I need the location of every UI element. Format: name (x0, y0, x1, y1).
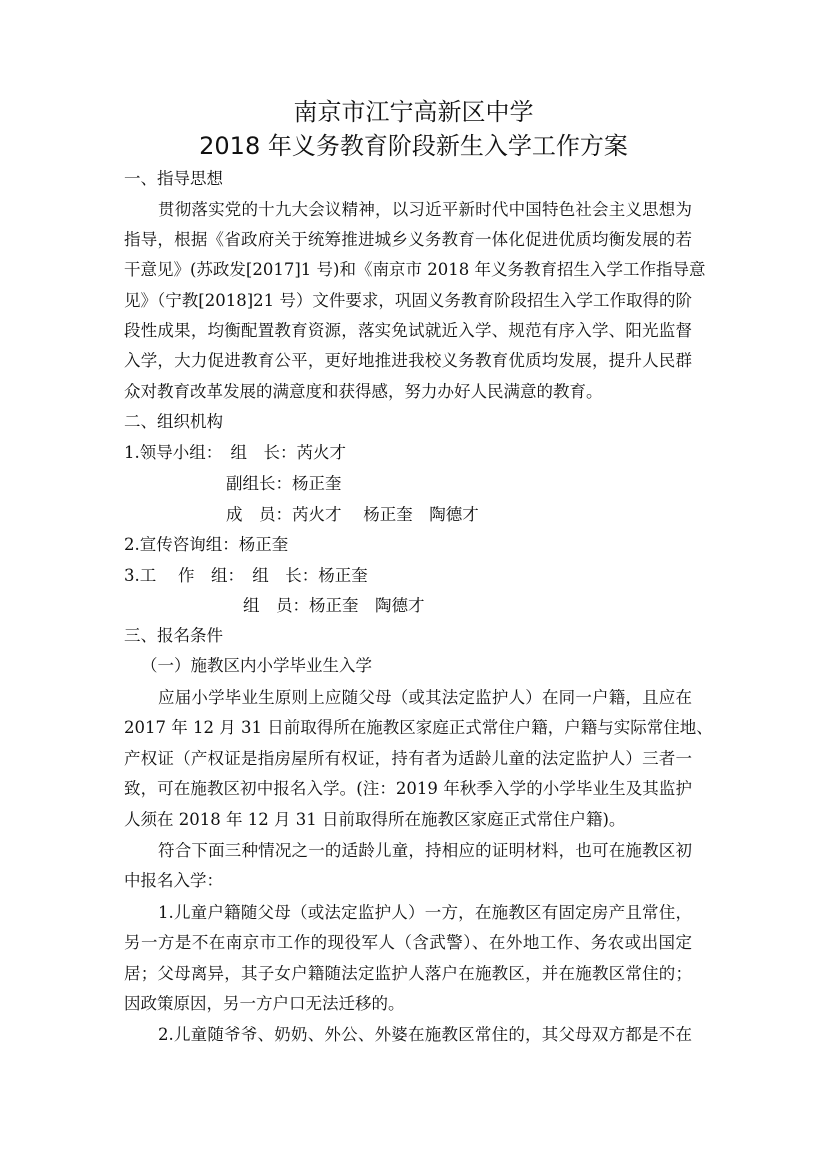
section-heading-organization: 二、组织机构 (124, 412, 223, 431)
work-group-leader: 3.工 作 组： 组 长：杨正奎 (124, 566, 368, 585)
document-title-line-1: 南京市江宁高新区中学 (293, 98, 534, 126)
paragraph-line: 中报名入学： (124, 871, 223, 890)
list-item-line: 2.儿童随爷爷、奶奶、外公、外婆在施教区常住的，其父母双方都是不在 (158, 1025, 692, 1044)
list-item-line: 因政策原因，另一方户口无法迁移的。 (124, 994, 405, 1013)
paragraph-line: 入学，大力促进教育公平，更好地推进我校义务教育优质均发展，提升人民群 (124, 351, 692, 370)
publicity-group: 2.宣传咨询组：杨正奎 (124, 535, 289, 554)
list-item-line: 居；父母离异，其子女户籍随法定监护人落户在施教区，并在施教区常住的； (124, 964, 692, 983)
paragraph-line: 产权证（产权证是指房屋所有权证，持有者为适龄儿童的法定监护人）三者一 (124, 749, 692, 768)
paragraph-line: 应届小学毕业生原则上应随父母（或其法定监护人）在同一户籍，且应在 (158, 688, 692, 707)
paragraph-line: 见》（宁教[2018]21 号）文件要求，巩固义务教育阶段招生入学工作取得的阶 (124, 291, 692, 310)
paragraph-line: 段性成果，均衡配置教育资源，落实免试就近入学、规范有序入学、阳光监督 (124, 321, 692, 340)
work-group-members: 组 员：杨正奎 陶德才 (243, 596, 425, 615)
paragraph-line: 符合下面三种情况之一的适龄儿童，持相应的证明材料，也可在施教区初 (158, 841, 692, 860)
paragraph-line: 致，可在施教区初中报名入学。(注：2019 年秋季入学的小学毕业生及其监护 (124, 779, 692, 798)
leadership-group-vice-leader: 副组长：杨正奎 (226, 474, 342, 493)
subsection-heading: （一）施教区内小学毕业生入学 (141, 656, 372, 675)
paragraph-line: 贯彻落实党的十九大会议精神，以习近平新时代中国特色社会主义思想为 (158, 200, 692, 219)
leadership-group-leader: 1.领导小组： 组 长：芮火才 (124, 443, 346, 462)
paragraph-line: 众对教育改革发展的满意度和获得感，努力办好人民满意的教育。 (124, 382, 603, 401)
section-heading-guiding-thought: 一、指导思想 (124, 169, 223, 188)
document-title-line-2: 2018 年义务教育阶段新生入学工作方案 (199, 132, 628, 160)
leadership-group-members: 成 员：芮火才 杨正奎 陶德才 (226, 505, 479, 524)
paragraph-line: 2017 年 12 月 31 日前取得所在施教区家庭正式常住户籍，户籍与实际常住地、 (124, 718, 713, 737)
list-item-line: 1.儿童户籍随父母（或法定监护人）一方，在施教区有固定房产且常住， (158, 903, 692, 922)
list-item-line: 另一方是不在南京市工作的现役军人（含武警）、在外地工作、务农或出国定 (124, 933, 692, 952)
paragraph-line: 指导，根据《省政府关于统筹推进城乡义务教育一体化促进优质均衡发展的若 (124, 230, 692, 249)
paragraph-line: 干意见》(苏政发[2017]1 号)和《南京市 2018 年义务教育招生入学工作指导意 (124, 260, 706, 279)
paragraph-line: 人须在 2018 年 12 月 31 日前取得所在施教区家庭正式常住户籍)。 (124, 810, 626, 829)
section-heading-enrollment-conditions: 三、报名条件 (124, 626, 223, 645)
